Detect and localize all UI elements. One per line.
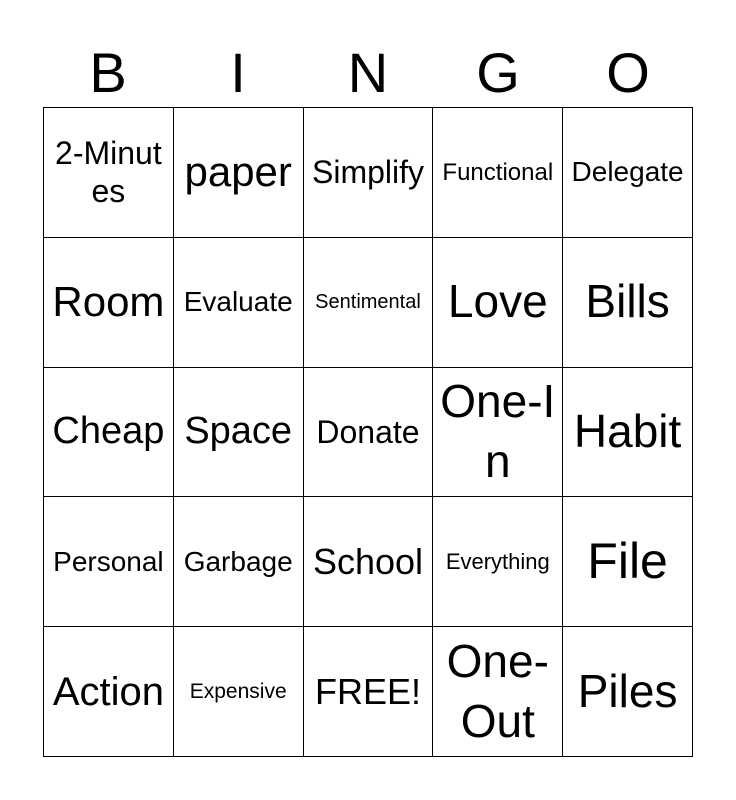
bingo-cell[interactable] — [44, 497, 174, 627]
cell-label: Room — [52, 278, 165, 326]
cell-label: Space — [184, 410, 293, 453]
bingo-cell[interactable] — [174, 627, 304, 757]
bingo-cell[interactable] — [304, 238, 434, 368]
bingo-cell[interactable] — [433, 108, 563, 238]
cell-label: Delegate — [571, 156, 684, 188]
bingo-grid — [43, 107, 693, 757]
bingo-cell[interactable] — [304, 368, 434, 498]
cell-label: School — [312, 541, 424, 583]
bingo-cell[interactable] — [433, 368, 563, 498]
cell-label: Garbage — [183, 545, 293, 577]
bingo-cell[interactable] — [563, 238, 693, 368]
bingo-cell[interactable] — [174, 497, 304, 627]
cell-label: One-Out — [446, 634, 549, 747]
header-letter-g: G — [476, 41, 520, 104]
bingo-cell[interactable] — [174, 238, 304, 368]
cell-label: FREE! — [314, 670, 421, 712]
cell-label: Personal — [53, 545, 164, 577]
bingo-cell[interactable] — [44, 627, 174, 757]
bingo-cell[interactable] — [563, 627, 693, 757]
bingo-cell[interactable] — [563, 497, 693, 627]
cell-label: Everything — [445, 549, 550, 575]
bingo-cell[interactable] — [304, 627, 434, 757]
cell-label: File — [587, 533, 668, 590]
cell-label: Sentimental — [315, 290, 421, 313]
bingo-cell[interactable] — [563, 368, 693, 498]
header-letter-o: O — [606, 41, 650, 104]
bingo-cell[interactable] — [44, 368, 174, 498]
cell-label: Donate — [316, 413, 420, 450]
cell-label: Habit — [573, 405, 682, 458]
header-letter-b: B — [89, 41, 127, 104]
bingo-header — [43, 40, 693, 106]
cell-label: Functional — [442, 158, 554, 186]
bingo-cell[interactable] — [44, 238, 174, 368]
cell-label: 2-Minutes — [55, 135, 162, 210]
cell-label: Evaluate — [183, 286, 293, 318]
bingo-cell[interactable] — [174, 108, 304, 238]
cell-label: paper — [184, 148, 292, 196]
bingo-cell[interactable] — [174, 368, 304, 498]
bingo-cell[interactable] — [433, 627, 563, 757]
bingo-cell[interactable] — [44, 108, 174, 238]
bingo-cell[interactable] — [304, 108, 434, 238]
header-letter-n: N — [347, 41, 389, 104]
cell-label: Simplify — [311, 154, 424, 190]
cell-label: One-In — [440, 375, 556, 487]
bingo-cell[interactable] — [433, 497, 563, 627]
header-letter-i: I — [230, 41, 246, 104]
cell-label: Cheap — [52, 410, 165, 453]
cell-label: Love — [447, 275, 548, 328]
bingo-cell[interactable] — [433, 238, 563, 368]
cell-label: Bills — [585, 275, 670, 328]
cell-label: Action — [52, 669, 164, 714]
bingo-cell[interactable] — [304, 497, 434, 627]
bingo-cell[interactable] — [563, 108, 693, 238]
cell-label: Piles — [577, 664, 678, 717]
cell-label: Expensive — [189, 679, 287, 703]
